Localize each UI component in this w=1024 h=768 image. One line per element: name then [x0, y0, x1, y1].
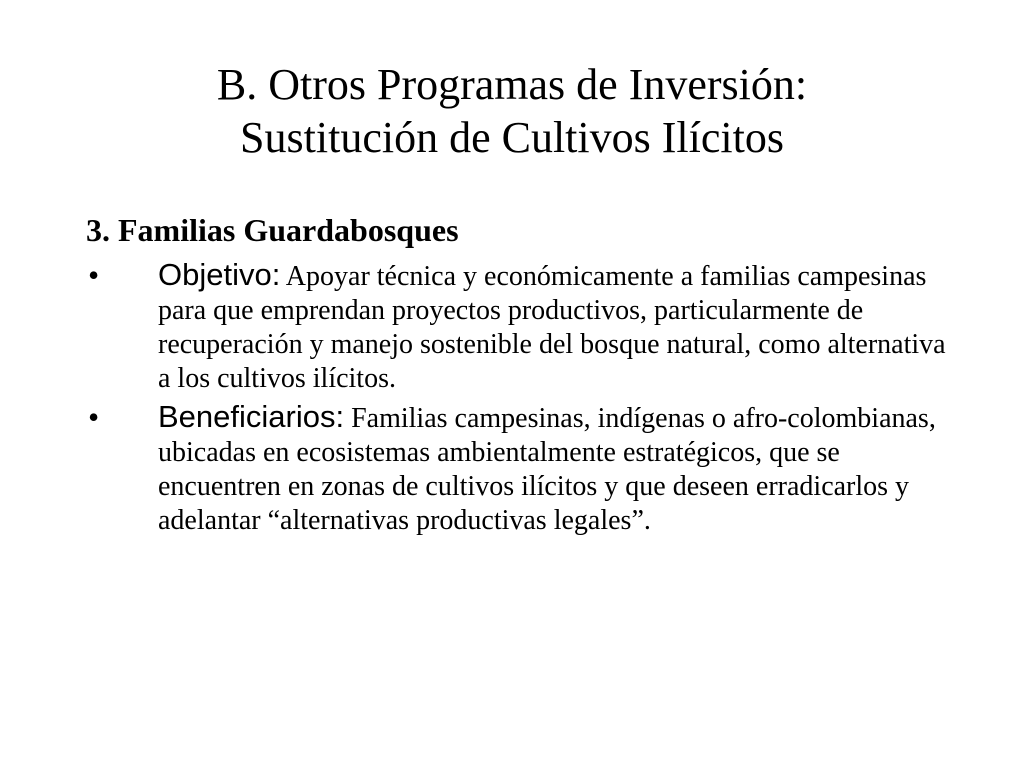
bullet-text — [158, 400, 956, 538]
bullet-text — [158, 258, 956, 396]
bullet-body: Familias campesinas, indígenas o afro-colombianas, ubicadas en ecosistemas ambientalmente estratégicos, que se encuentren en zonas de cultivos ilícitos y que deseen erradicarlos y adelantar “alternativas productivas legales”. — [158, 403, 936, 536]
slide-title — [0, 58, 1024, 164]
bullet-marker: • — [88, 399, 100, 435]
bullet-objetivo — [86, 258, 956, 396]
bullet-marker: • — [88, 257, 100, 293]
slide-title-line-2: Sustitución de Cultivos Ilícitos — [240, 113, 784, 162]
bullet-body: Apoyar técnica y económicamente a familias campesinas para que emprendan proyectos productivos, particularmente de recuperación y manejo sostenible del bosque natural, como alternativa a los cultivos ilícitos. — [158, 261, 946, 394]
bullet-label: Beneficiarios: — [158, 399, 345, 434]
section-heading: 3. Familias Guardabosques — [86, 212, 459, 248]
slide-title-line-1: B. Otros Programas de Inversión: — [216, 60, 808, 109]
bullet-label: Objetivo: — [158, 257, 281, 292]
bullet-beneficiarios — [86, 400, 956, 538]
slide-body — [86, 210, 956, 542]
